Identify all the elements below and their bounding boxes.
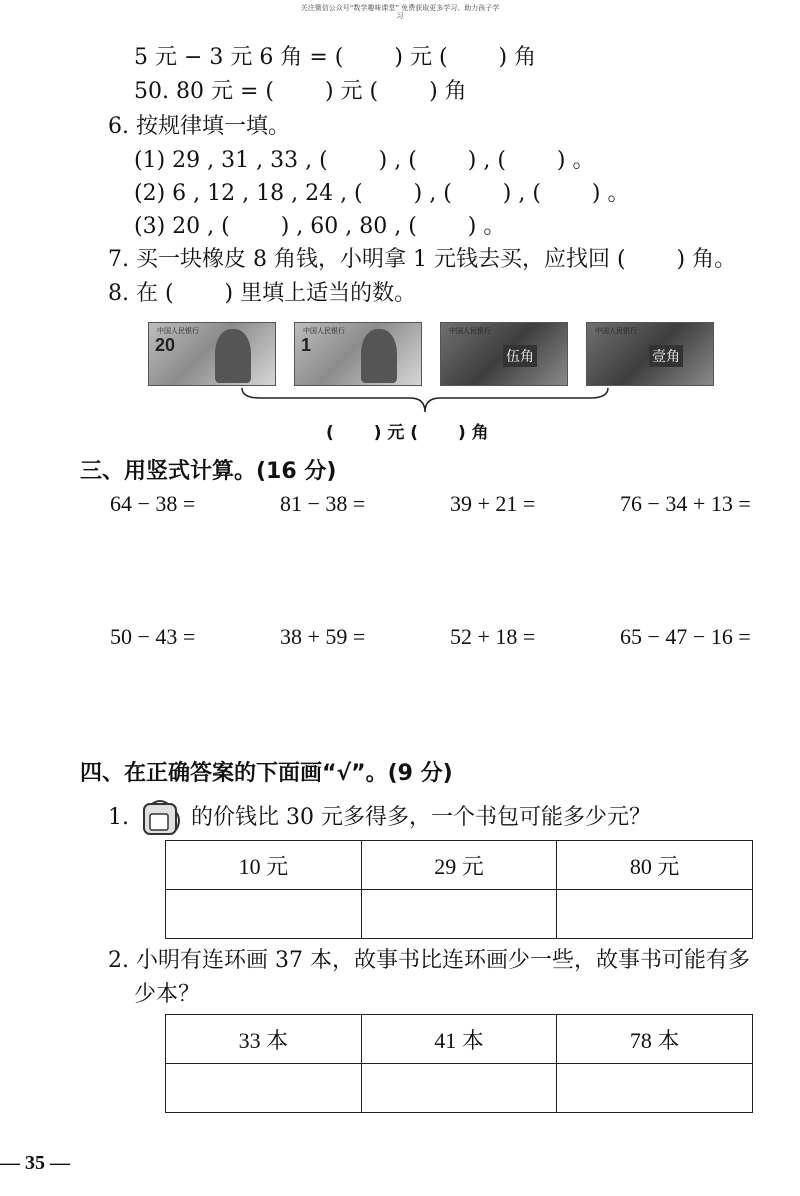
s4-q1 [108,798,651,838]
s4-q1-text: 的价钱比 30 元多得多，一个书包可能多少元？ [191,805,651,830]
option-80-yuan: 80 元 [557,841,753,890]
calc-6: 38 + 59 = [280,624,366,649]
option-41-ben: 41 本 [361,1015,557,1064]
banknotes-row [148,322,714,386]
option-78-ben: 78 本 [557,1015,753,1064]
answer-cell-3[interactable] [557,890,753,939]
banknote-1-jiao [586,322,714,386]
q7-text: 7. 买一块橡皮 8 角钱，小明拿 1 元钱去买，应找回 ( ) 角。 [108,247,737,272]
school-bag-icon [138,798,182,838]
q6-item-2: (2) 6 , 12 , 18 , 24 , ( ) , ( ) , ( ) 。 [134,181,630,206]
calc-7: 52 + 18 = [450,624,536,649]
banknote-issuer: 中国人民银行 [449,327,491,335]
q8-answer: ( ) 元 ( ) 角 [326,423,489,443]
q5-line-1: 5 元 − 3 元 6 角 = ( ) 元 ( ) 角 [134,45,537,70]
q6-title: 6. 按规律填一填。 [108,114,290,139]
banknote-5-jiao [440,322,568,386]
banknote-issuer: 中国人民银行 [157,327,199,335]
calc-3: 39 + 21 = [450,491,536,516]
banknote-value: 伍角 [503,345,537,367]
answer-cell-1[interactable] [166,890,362,939]
calc-8: 65 − 47 − 16 = [620,624,751,649]
portrait-icon [361,329,397,383]
curly-brace-icon [240,386,610,416]
banknote-value: 壹角 [649,345,683,367]
portrait-icon [215,329,251,383]
page-number: — 35 — [0,1152,70,1174]
option-10-yuan: 10 元 [166,841,362,890]
calc-1: 64 − 38 = [110,491,196,516]
s4-q1-table [165,840,753,939]
answer-cell-2[interactable] [361,1064,557,1113]
answer-cell-2[interactable] [361,890,557,939]
answer-cell-3[interactable] [557,1064,753,1113]
calc-2: 81 − 38 = [280,491,366,516]
section-3-title: 三、用竖式计算。(16 分) [80,459,337,484]
option-33-ben: 33 本 [166,1015,362,1064]
q6-item-3: (3) 20 , ( ) , 60 , 80 , ( ) 。 [134,214,506,239]
header-note: 关注微信公众号“数学趣味课堂” 免费获取更多学习、助力孩子学习 [300,4,500,20]
banknote-issuer: 中国人民银行 [303,327,345,335]
option-29-yuan: 29 元 [361,841,557,890]
banknote-value: 20 [155,335,176,355]
section-4-title: 四、在正确答案的下面画“√”。(9 分) [80,761,453,786]
answer-cell-1[interactable] [166,1064,362,1113]
banknote-1-yuan [294,322,422,386]
calc-4: 76 − 34 + 13 = [620,491,751,516]
q8-title: 8. 在 ( ) 里填上适当的数。 [108,281,417,306]
banknote-value: 1 [301,335,312,355]
s4-q1-number: 1. [108,805,129,830]
s4-q2-line-1: 2. 小明有连环画 37 本，故事书比连环画少一些，故事书可能有多 [108,948,750,973]
q5-line-2: 50. 80 元 = ( ) 元 ( ) 角 [134,79,467,104]
q6-item-1: (1) 29 , 31 , 33 , ( ) , ( ) , ( ) 。 [134,148,595,173]
banknote-issuer: 中国人民银行 [595,327,637,335]
banknote-20-yuan [148,322,276,386]
s4-q2-table [165,1014,753,1113]
s4-q2-line-2: 少本？ [134,982,201,1007]
calc-5: 50 − 43 = [110,624,196,649]
